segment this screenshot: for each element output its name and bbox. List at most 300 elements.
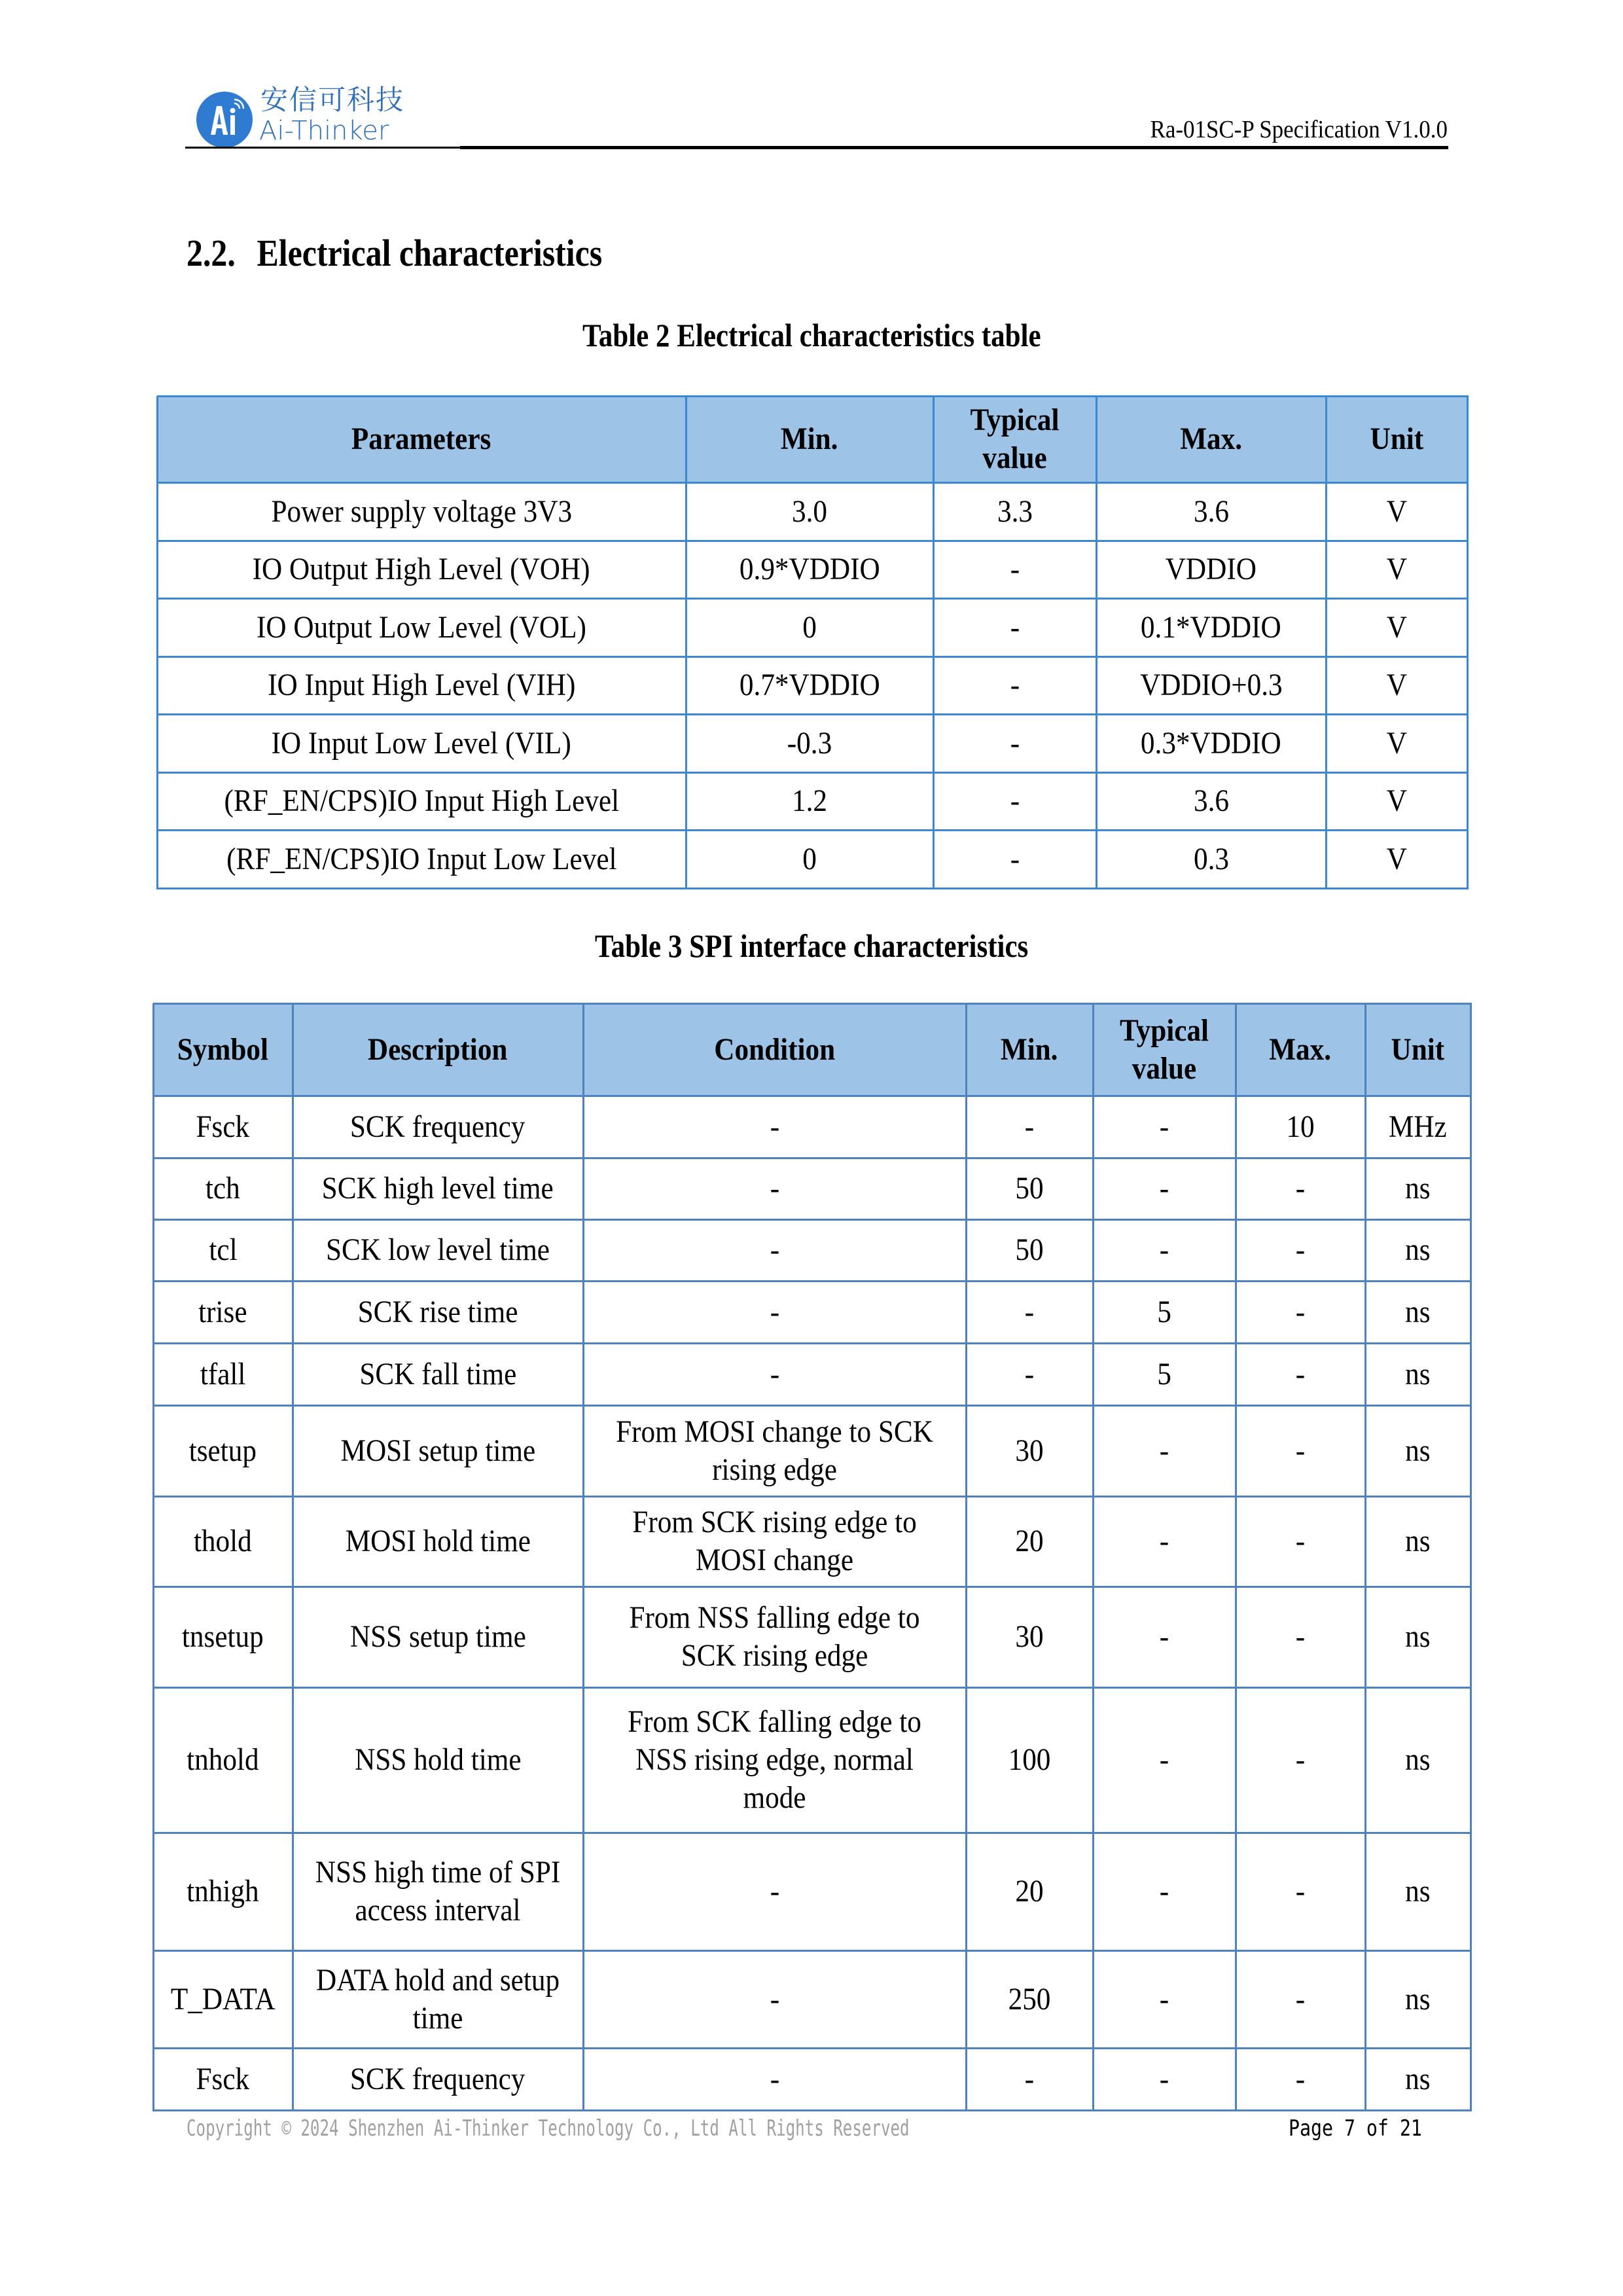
table-cell [1093,1687,1236,1833]
cell-value: DATA hold and setup time [315,1962,560,2036]
table-cell [153,1950,293,2048]
column-header-label: Max. [1269,1031,1332,1067]
table-cell [966,1833,1093,1950]
cell-value: - [770,2061,779,2096]
table-cell [1096,656,1326,714]
cell-value: - [770,1874,779,1909]
cell-value: From NSS falling edge to SCK rising edge [629,1600,920,1673]
table-cell [157,656,686,714]
cell-value: 3.0 [792,493,827,529]
table-row-border [153,1280,1472,1282]
table-cell [293,1158,583,1219]
table-cell [153,2048,293,2110]
cell-value: - [770,1981,779,2017]
table-cell [1093,1158,1236,1219]
table-cell [1093,1281,1236,1343]
cell-value: - [1024,1109,1035,1144]
table-cell [966,1950,1093,2048]
table-cell [1236,1405,1365,1496]
cell-value: 10 [1286,1109,1315,1144]
table-cell [1365,1219,1471,1281]
table-cell [686,772,933,830]
table-row-border [157,829,1469,831]
cell-value: - [1159,1109,1169,1144]
table-cell [686,482,933,541]
cell-value: - [1159,1433,1169,1468]
table-cell [933,714,1096,772]
cell-value: ns [1405,1619,1431,1654]
page-number: Page 7 of 21 [1289,2115,1422,2142]
table-row-border [157,395,1469,397]
cell-value: 3.6 [1193,493,1229,529]
cell-value: VDDIO+0.3 [1139,668,1283,702]
table-row-border [153,1950,1472,1952]
table-cell [583,1096,966,1158]
table-cell [1093,1096,1236,1158]
table-cell [1236,1950,1365,2048]
column-header [1326,396,1467,482]
table-cell [966,1405,1093,1496]
ai-thinker-logo-icon [196,92,253,148]
table-cell [583,1343,966,1405]
cell-value: tnhigh [187,1874,259,1909]
table2-caption-text: Table 2 Electrical characteristics table [582,317,1041,353]
cell-value: ns [1405,1524,1431,1558]
column-header-label: Symbol [177,1031,269,1067]
table-cell [1096,541,1326,598]
table-cell [153,1587,293,1687]
table-cell [1096,598,1326,656]
logo-english-text: Ai-Thinker [259,116,389,146]
column-header [157,396,686,482]
table-row-border [157,713,1469,715]
cell-value: - [1295,1981,1306,2017]
table-row-border [157,888,1469,889]
cell-value: - [1010,725,1020,761]
cell-value: - [1024,1294,1035,1329]
table-row-border [153,1496,1472,1498]
table-cell [1326,598,1467,656]
cell-value: 0.3*VDDIO [1141,725,1281,761]
table-cell [1093,1587,1236,1687]
table-cell [153,1343,293,1405]
cell-value: - [1159,1619,1169,1654]
table-cell [1093,1833,1236,1950]
table-column-border [152,1003,154,2111]
cell-value: (RF_EN/CPS)IO Input Low Level [226,841,617,876]
cell-value: - [1295,2061,1306,2096]
cell-value: V [1386,783,1407,818]
table-cell [157,714,686,772]
table-cell [1093,2048,1236,2110]
cell-value: 20 [1015,1524,1044,1558]
table-cell [583,1405,966,1496]
table-row-border [153,1342,1472,1344]
table-row-border [153,1003,1472,1005]
table-cell [293,2048,583,2110]
table-cell [1365,1158,1471,1219]
cell-value: T_DATA [170,1981,276,2017]
table-cell [157,772,686,830]
table-row-border [153,2109,1472,2111]
cell-value: - [770,1109,779,1144]
table-cell [1326,656,1467,714]
cell-value: NSS high time of SPI access interval [315,1855,561,1928]
table-row-border [153,1405,1472,1407]
table-cell [686,714,933,772]
table-row-border [153,1219,1472,1221]
cell-value: SCK frequency [350,2061,526,2096]
cell-value: - [1024,1356,1035,1391]
table-cell [1096,482,1326,541]
cell-value: 3.3 [997,493,1033,529]
table2-caption [0,315,1623,355]
document-title: Ra-01SC-P Specification V1.0.0 [1150,116,1448,143]
table-cell [583,1687,966,1833]
column-header [583,1003,966,1096]
cell-value: - [1159,1524,1169,1558]
table-cell [1326,772,1467,830]
column-header [293,1003,583,1096]
table-cell [1365,1587,1471,1687]
cell-value: SCK low level time [326,1232,550,1267]
table-cell [1365,1405,1471,1496]
table-cell [1236,1496,1365,1587]
table-cell [1365,1687,1471,1833]
table-column-border [1325,396,1327,889]
table-cell [1365,1833,1471,1950]
cell-value: 0.1*VDDIO [1141,609,1281,645]
cell-value: 30 [1015,1433,1044,1468]
cell-value: - [1010,609,1020,645]
table-cell [293,1219,583,1281]
cell-value: 100 [1008,1742,1051,1777]
column-header [966,1003,1093,1096]
section-number: 2.2. [187,232,236,274]
table-cell [966,1587,1093,1687]
table-cell [1236,1687,1365,1833]
table-cell [153,1405,293,1496]
table3-caption [0,926,1623,965]
table-cell [933,541,1096,598]
table-row-border [157,598,1469,600]
table-cell [293,1281,583,1343]
cell-value: 50 [1015,1232,1044,1267]
cell-value: - [1295,1524,1306,1558]
table-cell [293,1950,583,2048]
table-cell [153,1833,293,1950]
cell-value: 5 [1157,1356,1171,1391]
table-cell [583,1833,966,1950]
cell-value: 0.3 [1193,841,1229,876]
cell-value: IO Output Low Level (VOL) [257,609,586,645]
cell-value: ns [1405,2061,1431,2096]
cell-value: - [1010,841,1020,876]
cell-value: SCK fall time [359,1356,516,1391]
table-cell [1365,1496,1471,1587]
table-cell [1093,1950,1236,2048]
table-cell [1093,1343,1236,1405]
column-header [1093,1003,1236,1096]
cell-value: - [1159,1171,1169,1206]
table-cell [686,656,933,714]
table-cell [966,1343,1093,1405]
table-row-border [153,2047,1472,2049]
cell-value: - [1010,552,1020,586]
cell-value: 5 [1157,1294,1171,1329]
table-cell [583,1158,966,1219]
table-cell [933,598,1096,656]
cell-value: - [1295,1294,1306,1329]
cell-value: V [1386,725,1407,761]
cell-value: - [1010,668,1020,702]
cell-value: IO Input Low Level (VIL) [271,725,572,761]
cell-value: - [1295,1356,1306,1391]
cell-value: From SCK falling edge to NSS rising edge, normal mode [628,1704,921,1815]
table-cell [157,598,686,656]
table-cell [966,1096,1093,1158]
column-header-label: Min. [1001,1031,1058,1067]
table-cell [583,1587,966,1687]
table-cell [686,598,933,656]
column-header-label: Typical value [970,403,1060,475]
table-cell [1365,1343,1471,1405]
table-cell [1365,1281,1471,1343]
column-header-label: Description [368,1031,508,1067]
table-row-border [153,1687,1472,1689]
column-header-label: Condition [714,1031,835,1067]
table-column-border [685,396,687,889]
table-cell [583,1219,966,1281]
table-cell [1236,1219,1365,1281]
table-cell [1326,830,1467,888]
table-cell [293,1496,583,1587]
cell-value: - [1295,1874,1306,1909]
table3-caption-text: Table 3 SPI interface characteristics [594,927,1029,964]
cell-value: - [1295,1742,1306,1777]
cell-value: ns [1405,1294,1431,1329]
column-header-label: Typical value [1119,1013,1209,1086]
cell-value: Fsck [196,1109,250,1144]
column-header [1236,1003,1365,1096]
table-cell [966,1158,1093,1219]
table-cell [153,1496,293,1587]
cell-value: tcl [208,1232,238,1267]
table-cell [966,1496,1093,1587]
column-header [933,396,1096,482]
table-row-border [153,1586,1472,1588]
table-cell [1236,1281,1365,1343]
cell-value: - [770,1294,779,1329]
cell-value: tnsetup [182,1619,264,1654]
cell-value: 30 [1015,1619,1044,1654]
cell-value: V [1386,668,1407,702]
table-cell [1236,1096,1365,1158]
header-rule [185,147,460,149]
table-row-border [153,1095,1472,1097]
table-cell [153,1096,293,1158]
cell-value: V [1386,609,1407,645]
table-row-border [153,1832,1472,1834]
section-heading [187,230,602,276]
cell-value: - [1159,1874,1169,1909]
cell-value: MOSI setup time [340,1433,535,1468]
cell-value: tsetup [188,1433,257,1468]
table-cell [1236,1833,1365,1950]
table-cell [1236,1587,1365,1687]
cell-value: SCK rise time [357,1294,518,1329]
cell-value: 50 [1015,1171,1044,1206]
cell-value: NSS setup time [349,1619,526,1654]
cell-value: thold [194,1524,252,1558]
table-cell [583,1496,966,1587]
table-cell [933,656,1096,714]
cell-value: - [1159,1981,1169,2017]
cell-value: - [1295,1171,1306,1206]
table-column-border [1096,396,1097,889]
table-row-border [157,482,1469,484]
table-column-border [292,1003,294,2111]
header-rule [460,146,1448,149]
table-cell [583,1950,966,2048]
table-cell [153,1687,293,1833]
table-cell [293,1687,583,1833]
table-cell [1096,772,1326,830]
table-column-border [1364,1003,1366,2111]
table-cell [1326,482,1467,541]
column-header-label: Unit [1370,422,1423,456]
table-row-border [157,772,1469,774]
cell-value: - [1024,2061,1035,2096]
cell-value: tch [205,1171,240,1206]
table-cell [1096,714,1326,772]
table-cell [153,1158,293,1219]
table-cell [966,1687,1093,1833]
cell-value: MOSI hold time [345,1524,531,1558]
cell-value: - [1159,1742,1169,1777]
table-cell [933,772,1096,830]
table-cell [966,1219,1093,1281]
table-cell [933,482,1096,541]
cell-value: ns [1405,1874,1431,1909]
table-cell [153,1281,293,1343]
cell-value: ns [1405,1232,1431,1267]
cell-value: - [1159,2061,1169,2096]
cell-value: MHz [1389,1109,1447,1144]
table-cell [1326,541,1467,598]
table-cell [1096,830,1326,888]
cell-value: - [770,1171,779,1206]
footer-copyright: Copyright © 2024 Shenzhen Ai-Thinker Technology Co., Ltd All Rights Reserved [187,2115,910,2142]
cell-value: ns [1405,1742,1431,1777]
table-cell [1236,1158,1365,1219]
table-cell [293,1096,583,1158]
table-column-border [156,396,158,889]
cell-value: - [1295,1232,1306,1267]
logo-chinese-text: 安信可科技 [260,84,405,116]
table-cell [686,830,933,888]
cell-value: -0.3 [787,725,832,761]
table-cell [933,830,1096,888]
cell-value: V [1386,552,1407,586]
cell-value: Fsck [196,2061,250,2096]
table-cell [1093,1496,1236,1587]
cell-value: 3.6 [1193,783,1229,818]
column-header [1365,1003,1471,1096]
cell-value: ns [1405,1356,1431,1391]
table-cell [583,2048,966,2110]
table-cell [1365,2048,1471,2110]
cell-value: tfall [200,1356,246,1391]
cell-value: From SCK rising edge to MOSI change [632,1505,917,1577]
table-cell [1236,1343,1365,1405]
cell-value: ns [1405,1433,1431,1468]
cell-value: - [1159,1232,1169,1267]
column-header-label: Max. [1180,422,1242,456]
cell-value: ns [1405,1171,1431,1206]
cell-value: 0 [802,609,817,645]
cell-value: 250 [1008,1981,1051,2017]
cell-value: SCK frequency [350,1109,526,1144]
table-cell [1365,1950,1471,2048]
table-column-border [933,396,935,889]
column-header-label: Min. [781,422,838,456]
cell-value: ns [1405,1981,1431,2017]
table-cell [153,1219,293,1281]
table-cell [157,482,686,541]
cell-value: VDDIO [1165,552,1257,586]
cell-value: - [1295,1619,1306,1654]
table-column-border [1467,396,1469,889]
column-header [1096,396,1326,482]
table-cell [157,830,686,888]
cell-value: 0.7*VDDIO [739,668,880,702]
cell-value: trise [198,1294,247,1329]
cell-value: tnhold [187,1742,259,1777]
table-column-border [1092,1003,1094,2111]
table-column-border [1470,1003,1472,2111]
cell-value: IO Output High Level (VOH) [253,552,590,586]
table-column-border [965,1003,967,2111]
table-column-border [1235,1003,1237,2111]
cell-value: V [1386,493,1407,529]
table-row-border [157,656,1469,658]
table-cell [1236,2048,1365,2110]
table-cell [293,1833,583,1950]
section-title: Electrical characteristics [257,232,603,274]
table-cell [1326,714,1467,772]
table-cell [293,1343,583,1405]
table-cell [293,1587,583,1687]
column-header-label: Parameters [351,422,491,456]
table-cell [966,1281,1093,1343]
table-cell [157,541,686,598]
table-cell [1365,1096,1471,1158]
cell-value: 0 [802,841,817,876]
cell-value: From MOSI change to SCK rising edge [616,1414,933,1487]
table-row-border [153,1157,1472,1159]
column-header [686,396,933,482]
column-header [153,1003,293,1096]
cell-value: IO Input High Level (VIH) [267,668,576,702]
table-cell [1093,1219,1236,1281]
cell-value: - [770,1356,779,1391]
table-row-border [157,540,1469,542]
cell-value: V [1386,841,1407,876]
table-cell [966,2048,1093,2110]
cell-value: - [770,1232,779,1267]
cell-value: Power supply voltage 3V3 [271,493,572,529]
